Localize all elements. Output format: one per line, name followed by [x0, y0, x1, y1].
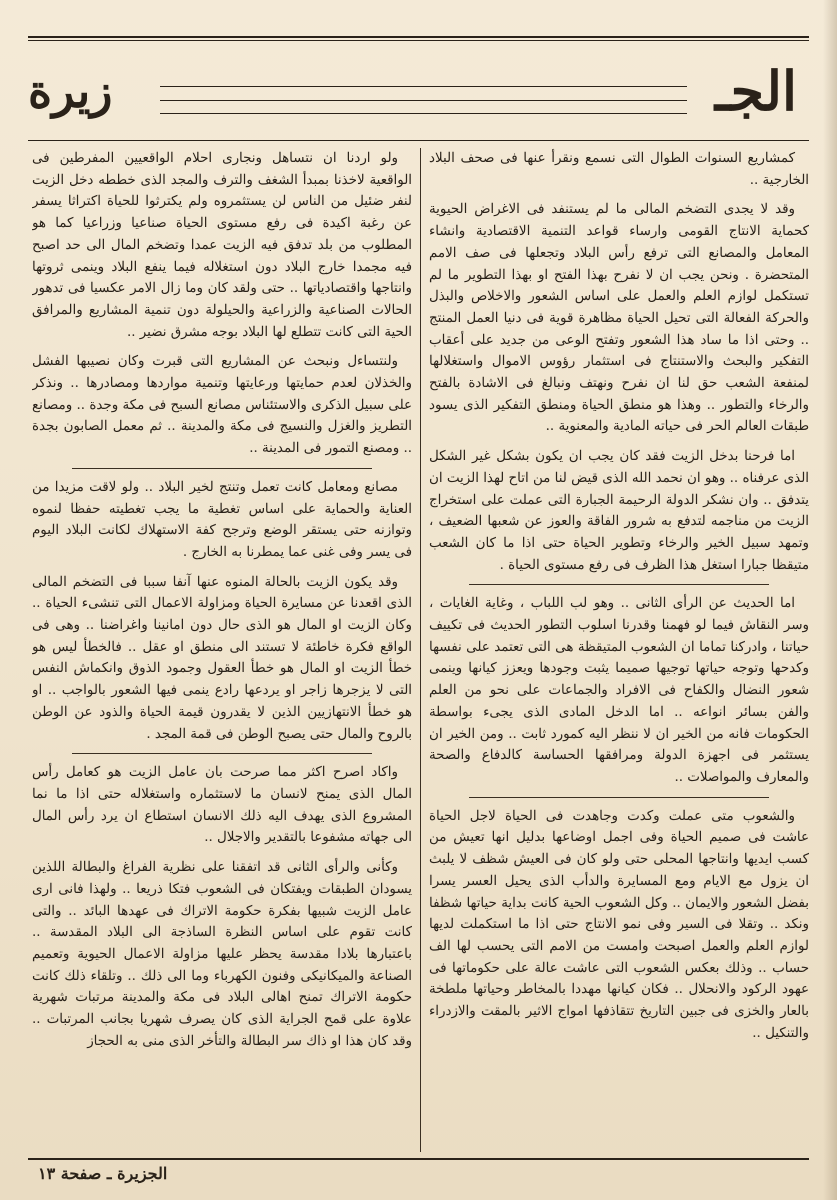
- section-divider: [72, 468, 372, 469]
- section-divider: [469, 797, 769, 798]
- paragraph: وقد لا يجدى التضخم المالى ما لم يستنفد فى الاغراض الحيوية كحماية الانتاج القومى وارساء قواعد التنمية الاقتصادية وانشاء المعامل والمصانع التى ترفع رأس البلاد وتجعلها فى صف الامم المتحضرة . ونحن يجب ان لا نفرح بهذا الفتح او بهذا التطوير ما لم تستكمل لوازم العلم والعمل على اساس الشعور والاخلاص والبذل والحركة الفعالة التى تحيل الحياة مظاهرة قوية فى دنيا العمل المنتج .. وحتى اذا ما ساد هذا الشعور وتفتح الوعى من جديد على أعقاب التفكير والبحث والاستنتاج فى استثمار رؤوس الاموال واستغلالها لمنفعة الشعب حق لنا ان نفرح ونهتف ونبالغ فى الاشادة بالفتح والرخاء والتطور .. وهذا هو منطق الحياة ومنطق التفكير الذى يسود طبقات العالم الحر فى حياته المادية والمعنوية ..: [429, 202, 809, 435]
- section-divider: [469, 584, 769, 585]
- page-edge-shadow: [823, 0, 837, 1200]
- paragraph: ولو اردنا ان نتساهل ونجارى احلام الواقعيين المفرطين فى الواقعية لاخذنا بمبدأ الشغف والترف والمجد الذى خططه دخل الزيت لنفر ضئيل من الناس لن يستثمروه ولم يكترثوا للحياة اكتراثا يسفر عن رغبة اكيدة فى رفع مستوى الحياة صناعيا وزراعيا كما هو المطلوب من بلد تدفق فيه الزيت عمدا وتضخم المال الى حد اصبح فيه مجمدا خارج البلاد دون استغلاله فيما ينفع البلاد وينمى ثروتها وانتاجها واقتصادياتها .. حتى ولقد كان وما زال الامر عكسيا فى تدهور الحالات الصناعية والزراعية والحيلولة دون تنمية المشاريع والمرافق الحية التى كانت تتطلع لها البلاد بوجه مشرق نضير ..: [32, 151, 412, 340]
- masthead: [0, 28, 837, 143]
- column-divider: [420, 148, 421, 1152]
- paragraph: اما الحديث عن الرأى الثانى .. وهو لب اللباب ، وغاية الغايات ، وسر النقاش فيما لو فهمنا وقدرنا اسلوب التطور الحديث فى تكييف حياتنا ، وادركنا تماما ان الشعوب المتيقظة هى التى تعتمد على نفسها وكدحها وتوجه حياتها توجيها صميما يثبت وجودها ويعزز كيانها وينمى شعور النضال والكفاح فى الافراد والجماعات على نحو من العلم والفن بسائر انواعه .. اما الدخل المادى الذى يجىء بواسطة الحكومات فانه من الخير ان لا ننظر اليه كمورد ثابت .. ومن الخير ان يستثمر فى اجهزة الدولة ومرافقها الحساسة كالدفاع والصحة والمعارف والمواصلات ..: [429, 596, 809, 785]
- paragraph: وقد يكون الزيت بالحالة المنوه عنها آنفا سببا فى التضخم المالى الذى اقعدنا عن مسايرة الحياة ومزاولة الاعمال التى تنشىء الحياة .. وكان الزيت او المال هو الذى حال دون امانينا واغراضنا .. وهى فى الواقع فكرة خاطئة لا تستند الى منطق او عقل .. فالخطأ ليس هو خطأ الزيت او المال هو خطأ العقول وجمود الذوق وانكماش النفس التى لا يزجرها زاجر او يردعها رادع ينمى فيها الشعور بالواجب .. او هو خطأ الانتهازيين الذين لا يقدرون قيمة الحياة والذود عن الوطن بالروح والمال حتى يصبح الوطن فى قمة المجد .: [32, 574, 412, 742]
- masthead-right-part: الجـ: [714, 59, 797, 123]
- top-rule: [28, 36, 809, 41]
- page-footer: [28, 1158, 809, 1186]
- paragraph: كمشاريع السنوات الطوال التى نسمع ونقرأ عنها فى صحف البلاد الخارجية ..: [429, 151, 809, 188]
- paragraph: مصانع ومعامل كانت تعمل وتنتج لخير البلاد .. ولو لاقت مزيدا من العناية والحماية على اساس تغطية ما يجب تغطيته حفظا لنموه وتوازنه حتى يستقر الوضع وترجح كفة الاستهلاك لكانت البلاد اليوم فى يسر وفى غنى عما يمطرنا به الخارج .: [32, 479, 412, 560]
- masthead-left-part: زيرة: [28, 64, 113, 118]
- column-left: [32, 148, 412, 1152]
- paragraph: وكأنى والرأى الثانى قد اتفقنا على نظرية الفراغ والبطالة اللذين يسودان الطبقات ويفتكان فى الشعوب فتكا ذريعا .. ولهذا فانى ارى عامل الزيت شبيها بفكرة حكومة الاتراك فى عهدها البائد .. والتى كانت تقوم على اساس النظرة الساذجة الى البلاد المقدسة .. باعتبارها بلادا مقدسة يحظر عليها مزاولة الاعمال الحيوية وتعميم الصناعة والميكانيكى وفنون الكهرباء وما الى ذلك .. وتلقاء ذلك كانت حكومة الاتراك تمنح اهالى البلاد فى مكة والمدينة مرتبات شهرية علاوة على قمح الجراية الذى كان يصرف شهريا بجانب المرتبات .. وقد كان هذا او ذاك سر البطالة والتأخر الذى منى به الحجاز: [32, 860, 412, 1049]
- paragraph: واكاد اصرح اكثر مما صرحت بان عامل الزيت هو كعامل رأس المال الذى يمنح لانسان ما لاستثماره واستغلاله حتى اذا ما نما المشروع الذى يهدف اليه ذلك الانسان استطاع ان يرد رأس المال الى جهاته مشفوعا بالتقدير والاجلال ..: [32, 765, 412, 846]
- masthead-bottom-rule: [28, 140, 809, 141]
- footer-page-label: الجزيرة ـ صفحة ١٣: [38, 1164, 168, 1183]
- paragraph: اما فرحنا بدخل الزيت فقد كان يجب ان يكون بشكل غير الشكل الذى عرفناه .. وهو ان نحمد الله الذى قيض لنا من اتاح لهذا الزيت ان يتدفق .. وان نشكر الدولة الرحيمة الجبارة التى عملت على استخراج الزيت من مناجمه لتدفع به شرور الفاقة والعوز عن شعبها الضعيف ، وتمهد سبيل الخير والرخاء وتطوير الحياة حتى اذا ما كان الشعب متيقظا جبارا استغل هذا الظرف فى رفع مستوى الحياة .: [429, 449, 809, 573]
- column-right: [429, 148, 809, 1152]
- masthead-lines: [160, 86, 687, 114]
- section-divider: [72, 753, 372, 754]
- article-columns: [32, 148, 809, 1152]
- paragraph: والشعوب متى عملت وكدت وجاهدت فى الحياة لاجل الحياة عاشت فى صميم الحياة وفى اجمل اوضاعها بدليل انها تعيش من كسب ايديها وانتاجها المحلى حتى ولو كان فى العيش شظف لا يلبث ان يزول مع الايام ومع المسايرة والدأب الذى يحيل العسر يسرا بفضل الشعور والايمان .. وكل الشعوب الحية كانت بداية حياتها شظفا ونكد .. وتقلا فى السير وفى نمو الانتاج حتى اذا ما استكملت لديها لوازم العلم والعمل اصبحت وامست من الامم التى يحسب لها الف حساب .. وذلك بعكس الشعوب التى عاشت عالة على حكوماتها فى عهود الركود والانحلال .. فكان كيانها مهددا بالمخاطر وحياتها ملطخة بالعار والخزى فى جبين التاريخ تتقاذفها امواج الاثير بالمقت والازدراء والتنكيل ..: [429, 808, 809, 1041]
- paragraph: ولنتساءل ونبحث عن المشاريع التى قبرت وكان نصيبها الفشل والخذلان لعدم حمايتها ورعايتها وتنمية مواردها ومصادرها .. ونذكر على سبيل الذكرى والاستئناس مصانع السبح فى مكة وجدة .. ومصانع التطريز والغزل والنسيج فى مكة والمدينة .. ثم معمل الصابون بجدة .. ومصنع التمور فى المدينة ..: [32, 354, 412, 457]
